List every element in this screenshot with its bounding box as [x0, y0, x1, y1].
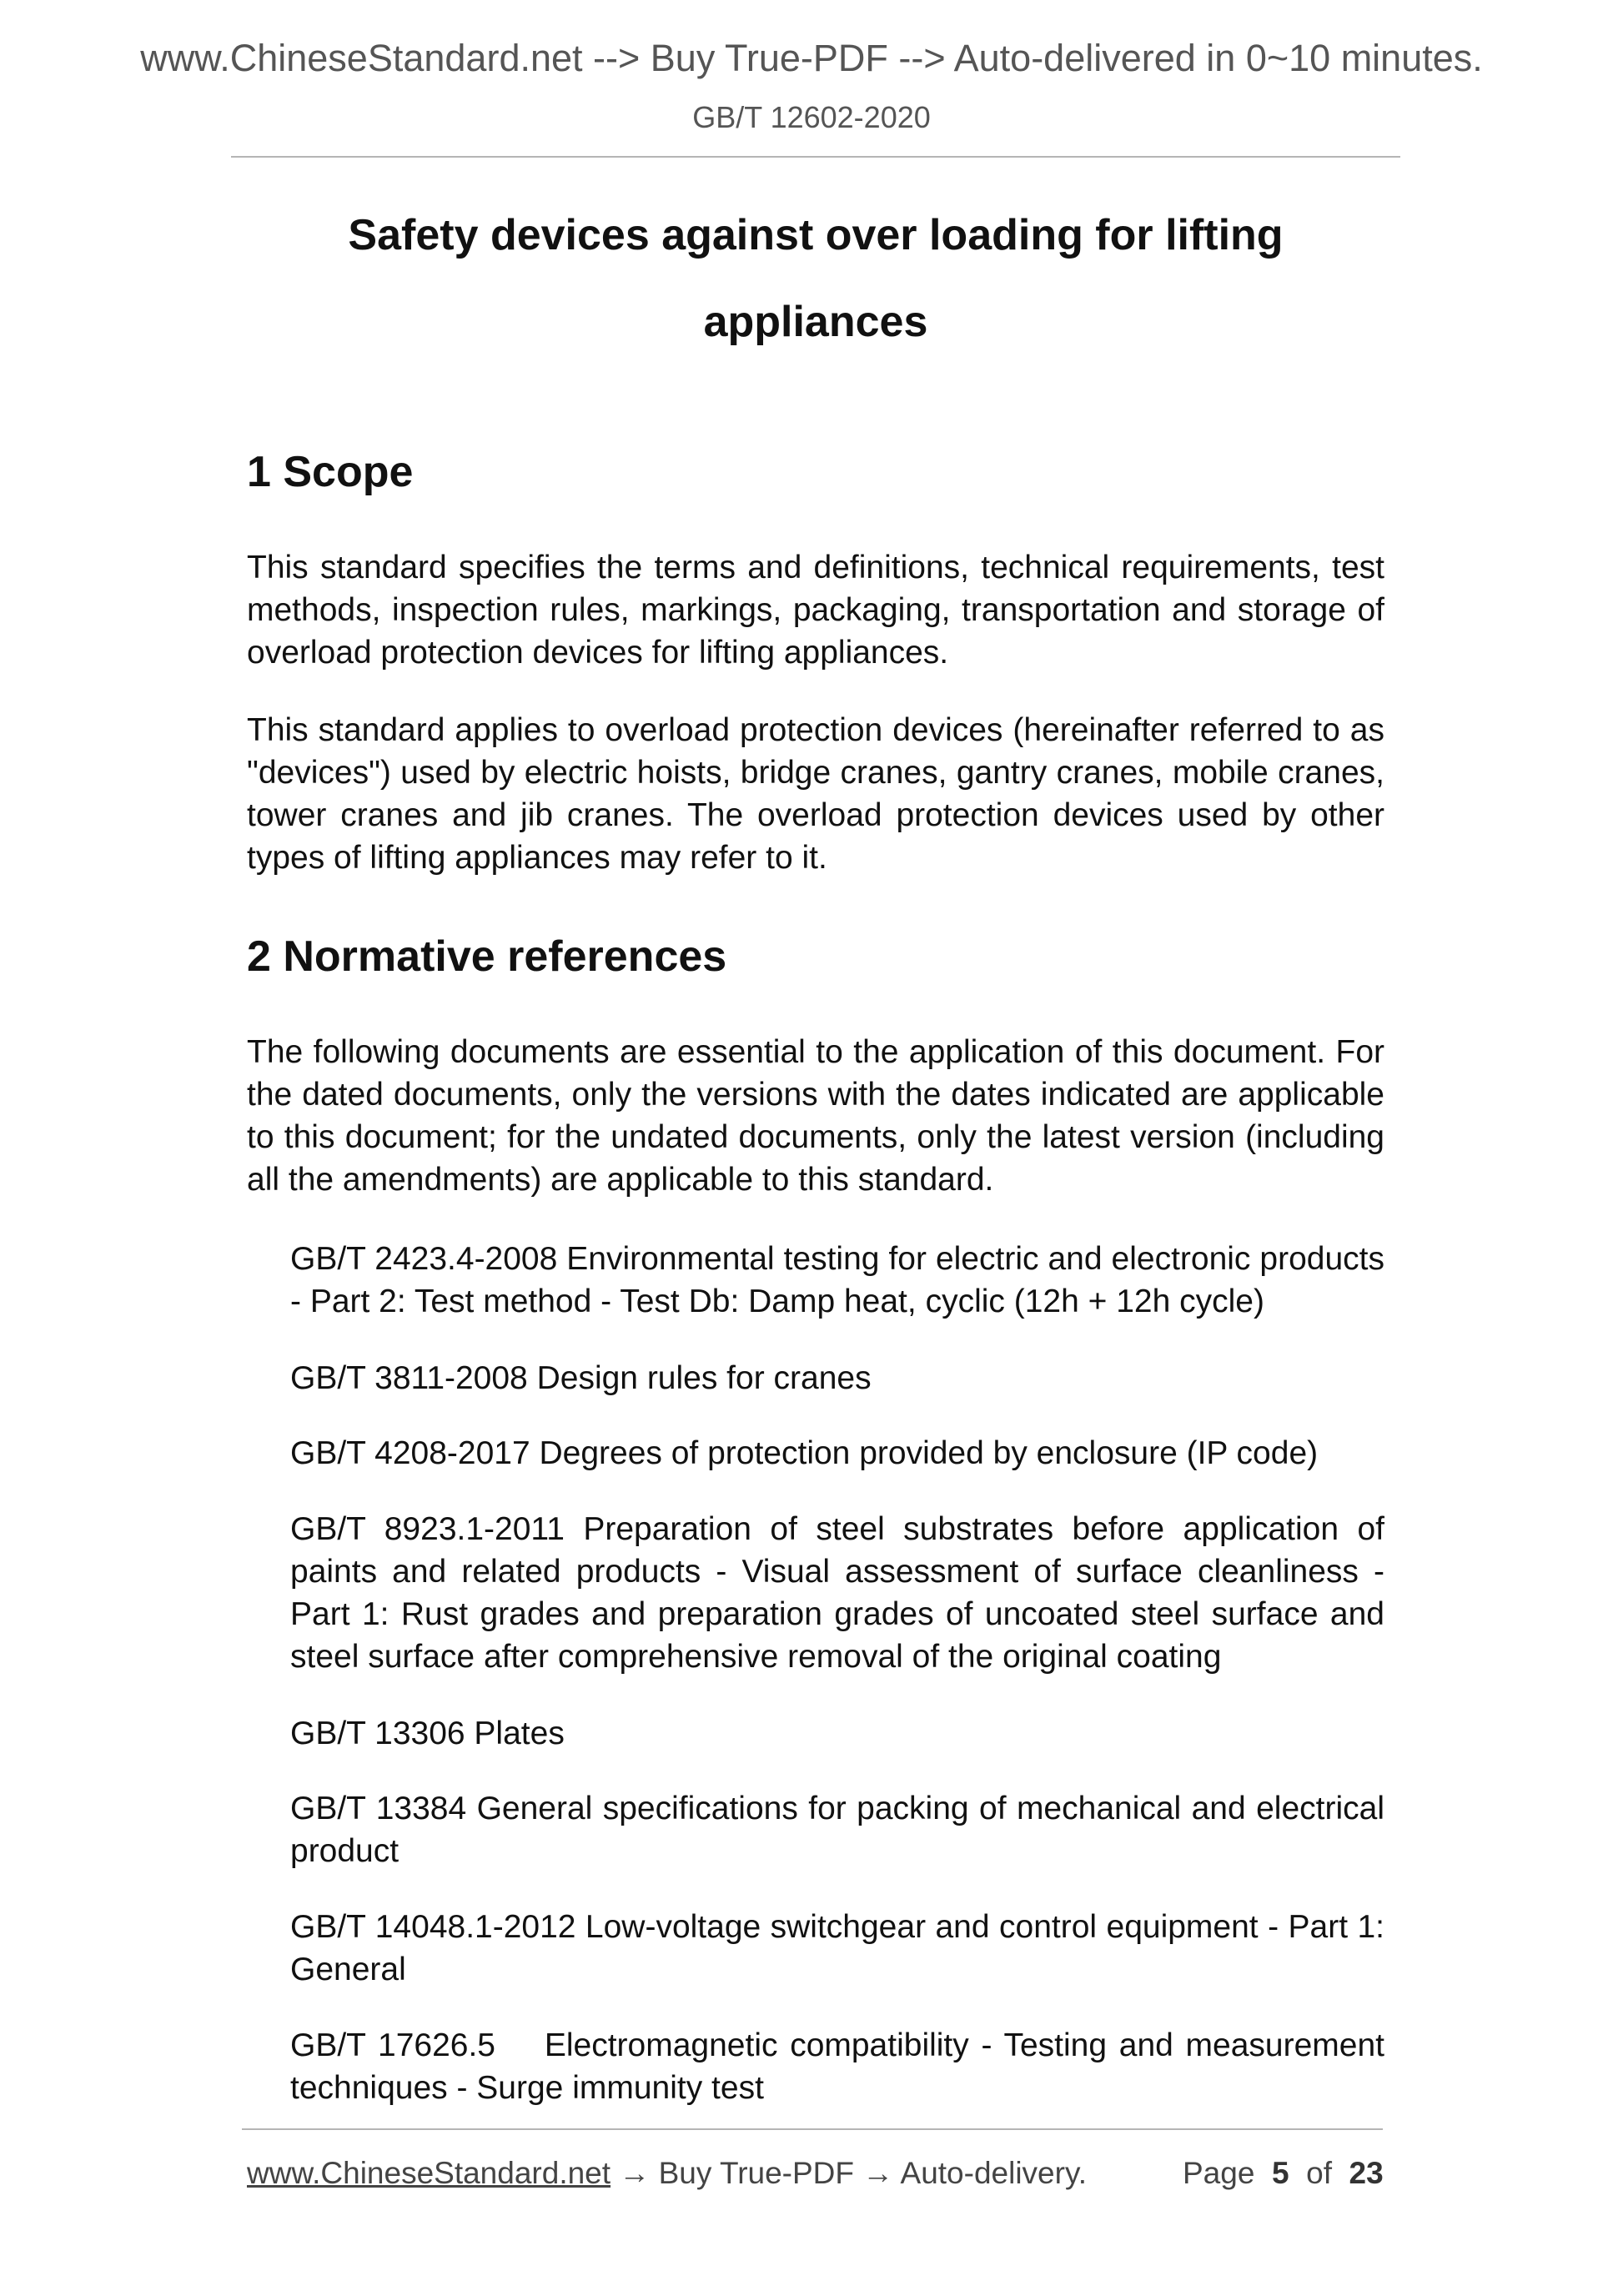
page-current: 5	[1271, 2156, 1289, 2190]
reference-item: GB/T 14048.1-2012 Low-voltage switchgear and control equipment - Part 1: General	[290, 1909, 1384, 1987]
section-heading-scope: 1 Scope	[247, 448, 414, 496]
scope-paragraph: This standard specifies the terms and definitions, technical requirements, test methods, inspection rules, markings, packaging, transportation and storage of overload protection devices for lifting appliances.	[247, 550, 1384, 671]
reference-item: GB/T 13384 General specifications for packing of mechanical and electrical product	[290, 1791, 1384, 1869]
scope-paragraph: This standard applies to overload protection devices (hereinafter referred to as "devices") used by electric hoists, bridge cranes, gantry cranes, mobile cranes, tower cranes and jib cranes. The overload protection devices used by other types of lifting appliances may refer to it.	[247, 712, 1384, 876]
header-divider	[231, 156, 1400, 158]
reference-item: GB/T 3811-2008 Design rules for cranes	[290, 1360, 872, 1396]
page-total: 23	[1349, 2156, 1384, 2190]
footer-tagline	[247, 2156, 1087, 2191]
references-intro-paragraph: The following documents are essential to the application of this document. For the dated documents, only the versions with the dates indicated are applicable to this document; for the undated documents, only the latest version (including all the amendments) are applicable to this standard.	[247, 1034, 1384, 1198]
page-of-label: of	[1306, 2156, 1332, 2190]
document-code: GB/T 12602-2020	[692, 100, 931, 134]
footer-website-link[interactable]: www.ChineseStandard.net	[247, 2156, 611, 2190]
section-heading-normative-references: 2 Normative references	[247, 932, 727, 981]
footer-tagline-text: → Buy True-PDF → Auto-delivery.	[611, 2156, 1087, 2190]
page-label: Page	[1183, 2156, 1255, 2190]
footer-divider	[242, 2128, 1383, 2130]
reference-item: GB/T 8923.1-2011 Preparation of steel substrates before application of paints and related products - Visual assessment of surface cleanliness - Part 1: Rust grades and preparation grades of uncoated steel surface and steel surface after comprehensive removal of the original coating	[290, 1511, 1384, 1675]
document-title: Safety devices against over loading for lifting appliances	[348, 211, 1284, 346]
reference-item: GB/T 4208-2017 Degrees of protection provided by enclosure (IP code)	[290, 1435, 1319, 1471]
top-banner: www.ChineseStandard.net --> Buy True-PDF --> Auto-delivered in 0~10 minutes.	[140, 37, 1483, 79]
reference-item: GB/T 2423.4-2008 Environmental testing for electric and electronic products - Part 2: Test method - Test Db: Damp heat, cyclic (12h + 12h cycle)	[290, 1241, 1384, 1319]
reference-item: GB/T 13306 Plates	[290, 1716, 565, 1751]
page-indicator	[1183, 2156, 1384, 2191]
reference-item: GB/T 17626.5 Electromagnetic compatibility - Testing and measurement techniques - Surge immunity test	[290, 2027, 1394, 2106]
